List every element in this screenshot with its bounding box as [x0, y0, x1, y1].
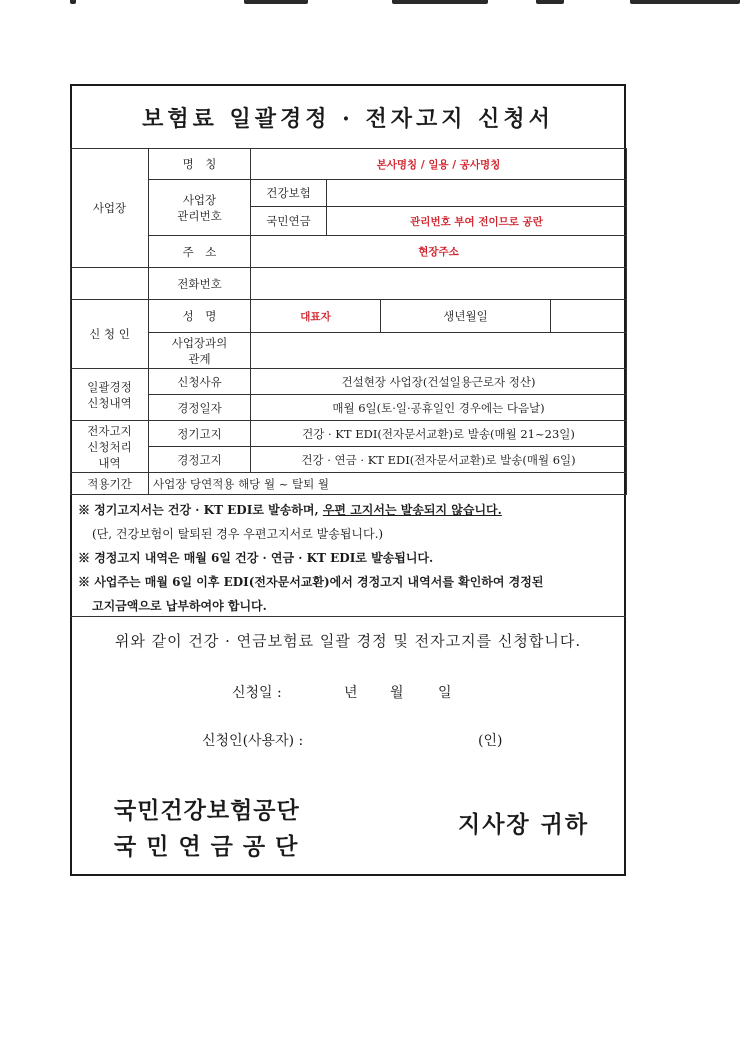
- note-1-underlined: 우편 고지서는 발송되지 않습니다.: [322, 503, 502, 517]
- note-1-text: ※ 정기고지서는 건강 · KT EDI로 발송하며,: [78, 503, 323, 517]
- note-2: [78, 546, 622, 570]
- notice-section-label: [71, 421, 149, 473]
- relation-label-line2: 관계: [188, 351, 211, 366]
- correction-date-value: 매월 6일(토·일·공휴일인 경우에는 다음날): [251, 395, 627, 421]
- note-2-mark: ※: [78, 551, 95, 565]
- applicant-name-field[interactable]: 대표자: [251, 300, 381, 333]
- national-pension-mgmt-field[interactable]: 관리번호 부여 전이므로 공란: [327, 207, 627, 236]
- phone-label: 전화번호: [149, 268, 251, 300]
- phone-field[interactable]: [251, 268, 627, 300]
- batch-section-label: [71, 369, 149, 421]
- applicant-section-label: 신 청 인: [71, 300, 149, 369]
- relation-label: [149, 333, 251, 369]
- note-3-cont: [78, 594, 622, 618]
- application-date-label: 신청일 :: [232, 685, 282, 701]
- mgmt-label-line1: 사업장: [182, 192, 217, 207]
- date-month[interactable]: 월: [390, 685, 404, 701]
- note-1-sub: (단, 건강보험이 탈퇴된 경우 우편고지서로 발송됩니다.): [92, 527, 384, 541]
- regular-notice-value: 건강 · KT EDI(전자문서교환)로 발송(매월 21~23일): [251, 421, 627, 447]
- period-label: 적용기간: [71, 473, 149, 495]
- org-nhis: 국민건강보험공단: [114, 797, 300, 824]
- reason-value: 건설현장 사업장(건설일용근로자 정산): [251, 369, 627, 395]
- business-mgmt-label: [149, 180, 251, 236]
- relation-label-line1: 사업장과의: [171, 335, 228, 350]
- note-2-text: 경정고지 내역은 매월 6일 건강 · 연금 · KT EDI로 발송됩니다.: [94, 551, 434, 565]
- application-form: [70, 84, 626, 876]
- notice-label-line3: 내역: [98, 455, 121, 470]
- business-section-label: 사업장: [71, 149, 149, 268]
- note-1: [78, 498, 622, 522]
- period-value: 사업장 당연적용 해당 월 ~ 탈퇴 월: [149, 473, 627, 495]
- scan-header-strip: [0, 0, 743, 10]
- national-pension-label: 국민연금: [251, 207, 327, 236]
- address-field[interactable]: 현장주소: [251, 236, 627, 268]
- note-3: [78, 570, 622, 594]
- correction-notice-label: 경정고지: [149, 447, 251, 473]
- section-divider: [70, 616, 626, 617]
- address-label: 주 소: [149, 236, 251, 268]
- declaration-text: 위와 같이 건강 · 연금보험료 일괄 경정 및 전자고지를 신청합니다.: [114, 632, 582, 650]
- regular-notice-label: 정기고지: [149, 421, 251, 447]
- applicant-name-label: 성 명: [149, 300, 251, 333]
- form-table: [70, 148, 627, 495]
- signature-label: 신청인(사용자) :: [202, 733, 304, 749]
- notice-label-line1: 전자고지: [87, 423, 132, 438]
- note-3-cont-text: 고지금액으로 납부하여야 합니다.: [92, 599, 267, 613]
- business-name-label: 명 칭: [149, 149, 251, 180]
- note-3-text: 사업주는 매월 6일 이후 EDI(전자문서교환)에서 경정고지 내역서를 확인하여 경정된: [94, 575, 544, 589]
- date-day[interactable]: 일: [438, 685, 452, 701]
- business-name-field[interactable]: 본사명칭 / 일용 / 공사명칭: [251, 149, 627, 180]
- health-insurance-label: 건강보험: [251, 180, 327, 207]
- honorific: 지사장 귀하: [458, 811, 590, 838]
- mgmt-label-line2: 관리번호: [177, 208, 222, 223]
- date-year[interactable]: 년: [344, 685, 358, 701]
- form-title: 보험료 일괄경정 · 전자고지 신청서: [142, 106, 554, 132]
- spacer-cell: [71, 268, 149, 300]
- relation-field[interactable]: [251, 333, 627, 369]
- notes-block: [78, 498, 622, 618]
- correction-date-label: 경정일자: [149, 395, 251, 421]
- note-3-mark: ※: [78, 575, 95, 589]
- birth-date-field[interactable]: [551, 300, 627, 333]
- notice-label-line2: 신청처리: [87, 439, 132, 454]
- health-insurance-mgmt-field[interactable]: [327, 180, 627, 207]
- seal-field[interactable]: (인): [478, 733, 503, 749]
- birth-date-label: 생년월일: [381, 300, 551, 333]
- reason-label: 신청사유: [149, 369, 251, 395]
- batch-label-line2: 신청내역: [87, 395, 132, 410]
- org-nps: 국 민 연 금 공 단: [114, 833, 299, 860]
- batch-label-line1: 일괄경정: [87, 379, 132, 394]
- correction-notice-value: 건강 · 연금 · KT EDI(전자문서교환)로 발송(매월 6일): [251, 447, 627, 473]
